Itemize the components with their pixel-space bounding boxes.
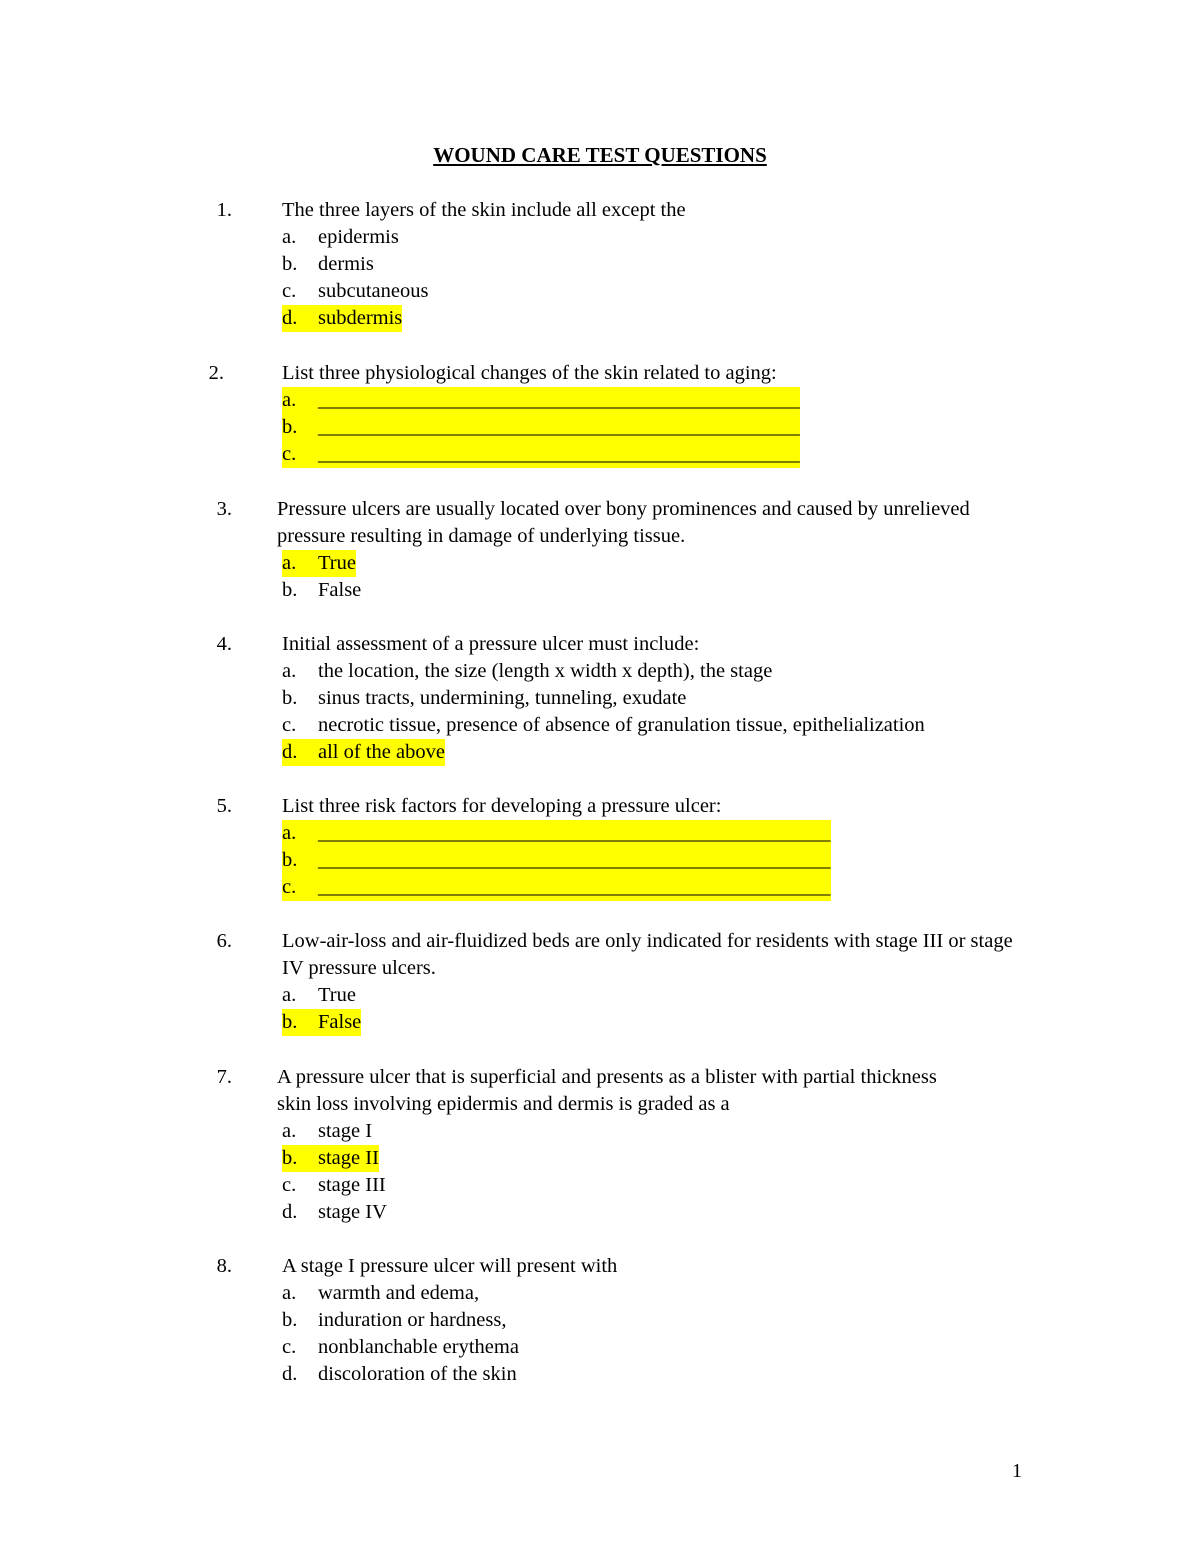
option-b-highlighted [282,847,831,874]
option-c [282,712,925,739]
option-b [282,685,686,712]
question-number: 8. [216,1255,232,1277]
page-title: WOUND CARE TEST QUESTIONS [433,143,767,167]
option-b [282,577,361,604]
option-b-highlighted [282,414,800,441]
option-a [282,224,399,251]
option-letter: a. [282,660,297,682]
question-number: 5. [216,795,232,817]
question-text: Low-air-loss and air-fluidized beds are only indicated for residents with stage III or stage IV pressure ulcers. [282,930,1013,979]
option-a-highlighted [282,387,800,414]
option-b [282,1307,506,1334]
option-letter: b. [282,849,298,871]
option-c [282,1172,386,1199]
option-letter: c. [282,714,297,736]
option-text: the location, the size (length x width x depth), the stage [318,660,773,682]
option-text: nonblanchable erythema [318,1336,519,1358]
option-d-highlighted [282,739,445,766]
answer-blank: _______________________________________________ [318,443,800,465]
option-b-highlighted [282,1145,379,1172]
option-letter: a. [282,552,297,574]
question-number: 4. [216,633,232,655]
question-text: Initial assessment of a pressure ulcer must include: [282,633,700,655]
question-number: 6. [216,930,232,952]
answer-blank: _______________________________________________ [318,389,800,411]
option-text: subdermis [318,307,403,329]
option-text: all of the above [318,741,445,763]
question-number: 1. [216,199,232,221]
option-c-highlighted [282,874,831,901]
option-a-highlighted [282,820,831,847]
option-letter: b. [282,687,298,709]
option-b-highlighted [282,1009,361,1036]
option-c-highlighted [282,441,800,468]
question-text: The three layers of the skin include all except the [282,199,686,221]
option-letter: b. [282,253,298,275]
option-text: dermis [318,253,374,275]
answer-blank: __________________________________________________ [318,849,831,871]
option-text: True [318,552,356,574]
question-number: 3. [216,498,232,520]
answer-blank: __________________________________________________ [318,876,831,898]
option-text: discoloration of the skin [318,1363,517,1385]
option-letter: c. [282,443,297,465]
option-letter: a. [282,389,297,411]
option-text: subcutaneous [318,280,429,302]
option-letter: c. [282,1336,297,1358]
option-letter: c. [282,876,297,898]
option-letter: a. [282,1282,297,1304]
option-a [282,982,356,1009]
option-text: stage I [318,1120,373,1142]
option-text: sinus tracts, undermining, tunneling, exudate [318,687,687,709]
question-text: A stage I pressure ulcer will present with [282,1255,618,1277]
answer-blank: __________________________________________________ [318,822,831,844]
option-b [282,251,374,278]
option-letter: b. [282,1309,298,1331]
option-text: stage III [318,1174,386,1196]
option-text: stage II [318,1147,379,1169]
option-text: stage IV [318,1201,387,1223]
option-d [282,1199,387,1226]
option-text: induration or hardness, [318,1309,507,1331]
option-text: epidermis [318,226,399,248]
option-letter: d. [282,741,298,763]
option-letter: b. [282,579,298,601]
option-text: True [318,984,356,1006]
question-number: 7. [216,1066,232,1088]
question-text: List three physiological changes of the skin related to aging: [282,362,777,384]
option-d [282,1361,517,1388]
option-c [282,278,428,305]
option-letter: b. [282,416,298,438]
option-c [282,1334,519,1361]
question-number: 2. [208,362,224,384]
option-letter: b. [282,1011,298,1033]
option-text: False [318,579,362,601]
option-letter: a. [282,1120,297,1142]
option-a [282,1118,372,1145]
option-text: False [318,1011,362,1033]
option-letter: d. [282,1363,298,1385]
option-a [282,1280,479,1307]
option-a-highlighted [282,550,356,577]
option-letter: d. [282,307,298,329]
question-text: A pressure ulcer that is superficial and presents as a blister with partial thickness skin loss involving epidermis and dermis is graded as a [277,1066,937,1115]
option-letter: c. [282,1174,297,1196]
answer-blank: _______________________________________________ [318,416,800,438]
option-a [282,658,772,685]
option-letter: a. [282,226,297,248]
option-letter: a. [282,822,297,844]
option-d-highlighted [282,305,402,332]
option-text: warmth and edema, [318,1282,480,1304]
option-letter: c. [282,280,297,302]
option-letter: d. [282,1201,298,1223]
option-letter: a. [282,984,297,1006]
question-text: List three risk factors for developing a pressure ulcer: [282,795,722,817]
page-number: 1 [1012,1460,1022,1482]
question-text: Pressure ulcers are usually located over bony prominences and caused by unrelieved pressure resulting in damage of underlying tissue. [277,498,970,547]
option-text: necrotic tissue, presence of absence of granulation tissue, epithelialization [318,714,925,736]
option-letter: b. [282,1147,298,1169]
